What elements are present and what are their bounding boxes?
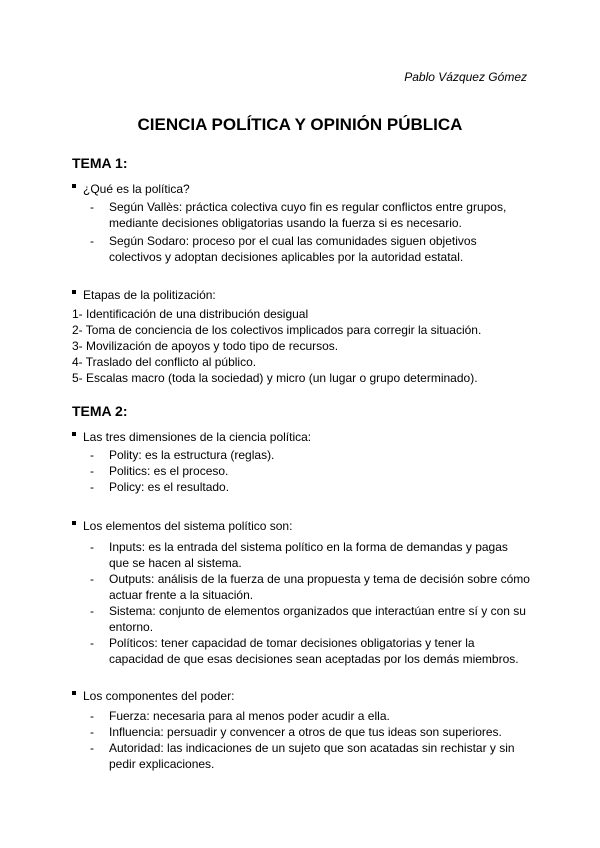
list-item: - Influencia: persuadir y convencer a otros de que tus ideas son superiores. <box>90 725 502 739</box>
list-item: - Inputs: es la entrada del sistema político en la forma de demandas y pagas que se hacen al sistema. <box>90 540 508 570</box>
list-item: - Autoridad: las indicaciones de un sujeto que son acatadas sin rechistar y sin pedir explicaciones. <box>90 741 515 771</box>
list-item: - Policy: es el resultado. <box>90 480 230 494</box>
square-bullet-icon <box>72 432 76 436</box>
list-item: - Politics: es el proceso. <box>90 464 229 478</box>
list-item: - Outputs: análisis de la fuerza de una propuesta y tema de decisión sobre cómo actuar frente a la situación. <box>90 572 530 602</box>
square-bullet-icon <box>72 521 76 525</box>
list-item: - Según Vallès: práctica colectiva cuyo fin es regular conflictos entre grupos, mediante decisiones obligatorias usando la fuerza si es necesario. <box>90 200 507 230</box>
bullet-item: Los elementos del sistema político son: <box>72 518 292 534</box>
section-heading-tema-2: TEMA 2: <box>72 403 128 419</box>
numbered-item: 2- Toma de conciencia de los colectivos implicados para corregir la situación. <box>72 323 482 337</box>
list-item: - Fuerza: necesaria para al menos poder acudir a ella. <box>90 709 390 723</box>
list-item: - Según Sodaro: proceso por el cual las comunidades siguen objetivos colectivos y adoptan decisiones aplicables por la autoridad estatal. <box>90 234 477 264</box>
numbered-item: 5- Escalas macro (toda la sociedad) y micro (un lugar o grupo determinado). <box>72 371 478 385</box>
square-bullet-icon <box>72 184 76 188</box>
numbered-item: 3- Movilización de apoyos y todo tipo de recursos. <box>72 339 339 353</box>
numbered-item: 1- Identificación de una distribución desigual <box>72 307 309 321</box>
section-heading-tema-1: TEMA 1: <box>72 155 128 171</box>
list-item: - Polity: es la estructura (reglas). <box>90 448 275 462</box>
list-item: - Políticos: tener capacidad de tomar decisiones obligatorias y tener la capacidad de que esas decisiones sean aceptadas por los demás miembros. <box>90 636 519 666</box>
bullet-item: Las tres dimensiones de la ciencia política: <box>72 429 311 445</box>
numbered-item: 4- Traslado del conflicto al público. <box>72 355 257 369</box>
square-bullet-icon <box>72 691 76 695</box>
document-title: CIENCIA POLÍTICA Y OPINIÓN PÚBLICA <box>137 115 463 134</box>
author-name: Pablo Vázquez Gómez <box>404 70 527 84</box>
bullet-item: Etapas de la politización: <box>72 287 216 303</box>
bullet-item: Los componentes del poder: <box>72 688 234 704</box>
square-bullet-icon <box>72 290 76 294</box>
bullet-item: ¿Qué es la política? <box>72 181 190 197</box>
list-item: - Sistema: conjunto de elementos organizados que interactúan entre sí y con su entorno. <box>90 604 526 634</box>
